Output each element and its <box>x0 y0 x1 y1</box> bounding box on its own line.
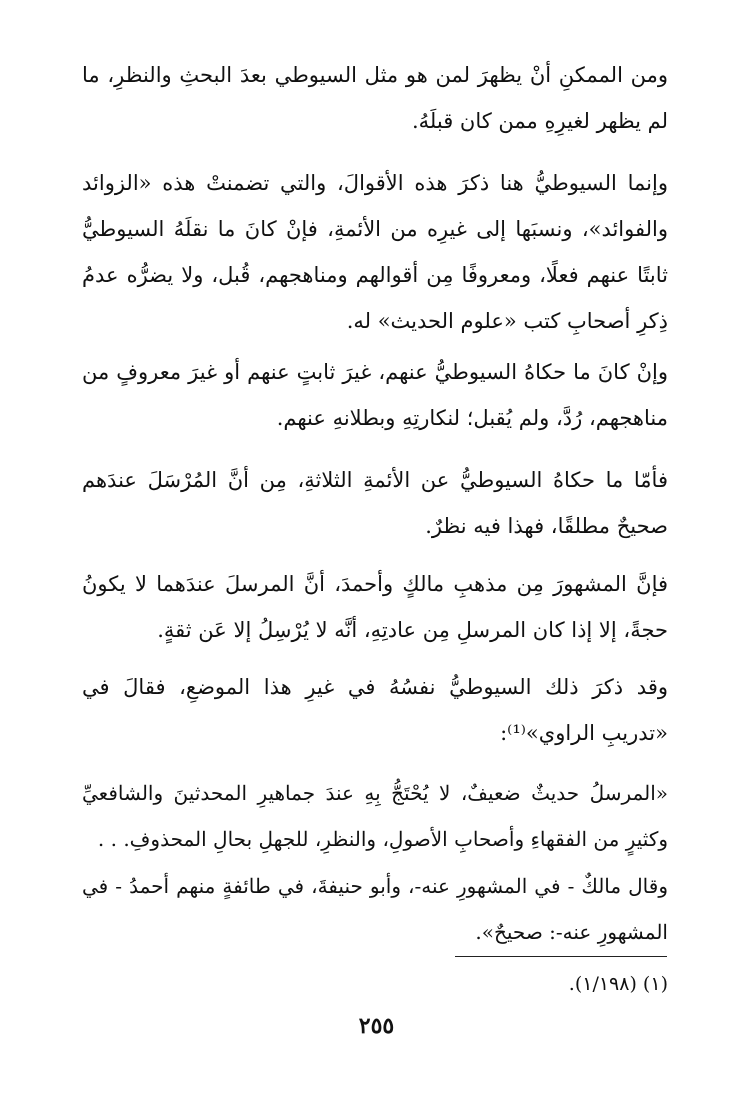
paragraph-3: وإنْ كانَ ما حكاهُ السيوطيُّ عنهم، غيرَ ثابتٍ عنهم أو غيرَ معروفٍ من مناهجهم، رُدَّ، ولم يُقبل؛ لنكارتِهِ وبطلانهِ عنهم. <box>82 360 668 430</box>
footnote-divider <box>455 956 667 957</box>
paragraph-6: وقد ذكرَ ذلك السيوطيُّ نفسُهُ في غيرِ هذا الموضعِ، فقالَ في «تدريبِ الراوي»⁽¹⁾: <box>82 675 668 745</box>
paragraph-1: ومن الممكنِ أنْ يظهرَ لمن هو مثل السيوطي بعدَ البحثِ والنظرِ، ما لم يظهر لغيرِهِ ممن كان قبلَهُ. <box>82 63 668 133</box>
quote-paragraph-1: «المرسلُ حديثٌ ضعيفٌ، لا يُحْتَجُّ بِهِ عندَ جماهيرِ المحدثينَ والشافعيِّ وكثيرٍ من الفقهاءِ وأصحابِ الأصولِ، والنظرِ، للجهلِ بحالِ المحذوفِ. . . <box>82 781 668 851</box>
footnote: (١) (١/١٩٨). <box>568 973 668 995</box>
page-number: ٢٥٥ <box>358 1013 395 1039</box>
paragraph-5: فإنَّ المشهورَ مِن مذهبِ مالكٍ وأحمدَ، أنَّ المرسلَ عندَهما لا يكونُ حجةً، إلا إذا كان المرسلِ مِن عادتِهِ، أنَّه لا يُرْسِلُ إلا عَن ثقةٍ. <box>82 572 668 642</box>
quote-paragraph-2: وقال مالكٌ - في المشهورِ عنه-، وأبو حنيفةَ، في طائفةٍ منهم أحمدُ - في المشهورِ عنه-: صحيحٌ». <box>82 874 668 944</box>
paragraph-2: وإنما السيوطيُّ هنا ذكرَ هذه الأقوالَ، والتي تضمنتْ هذه «الزوائد والفوائد»، ونسبَها إلى غيرِه من الأئمةِ، فإنْ كانَ ما نقلَهُ السيوطيُّ ثابتًا عنهم فعلًا، ومعروفًا مِن أقوالهم ومناهجهم، قُبل، ولا يضرُّه عدمُ ذِكرِ أصحابِ كتب «علوم الحديث» له. <box>82 171 668 333</box>
paragraph-4: فأمّا ما حكاهُ السيوطيُّ عن الأئمةِ الثلاثةِ، مِن أنَّ المُرْسَلَ عندَهم صحيحٌ مطلقًا، فهذا فيه نظرٌ. <box>82 468 668 538</box>
